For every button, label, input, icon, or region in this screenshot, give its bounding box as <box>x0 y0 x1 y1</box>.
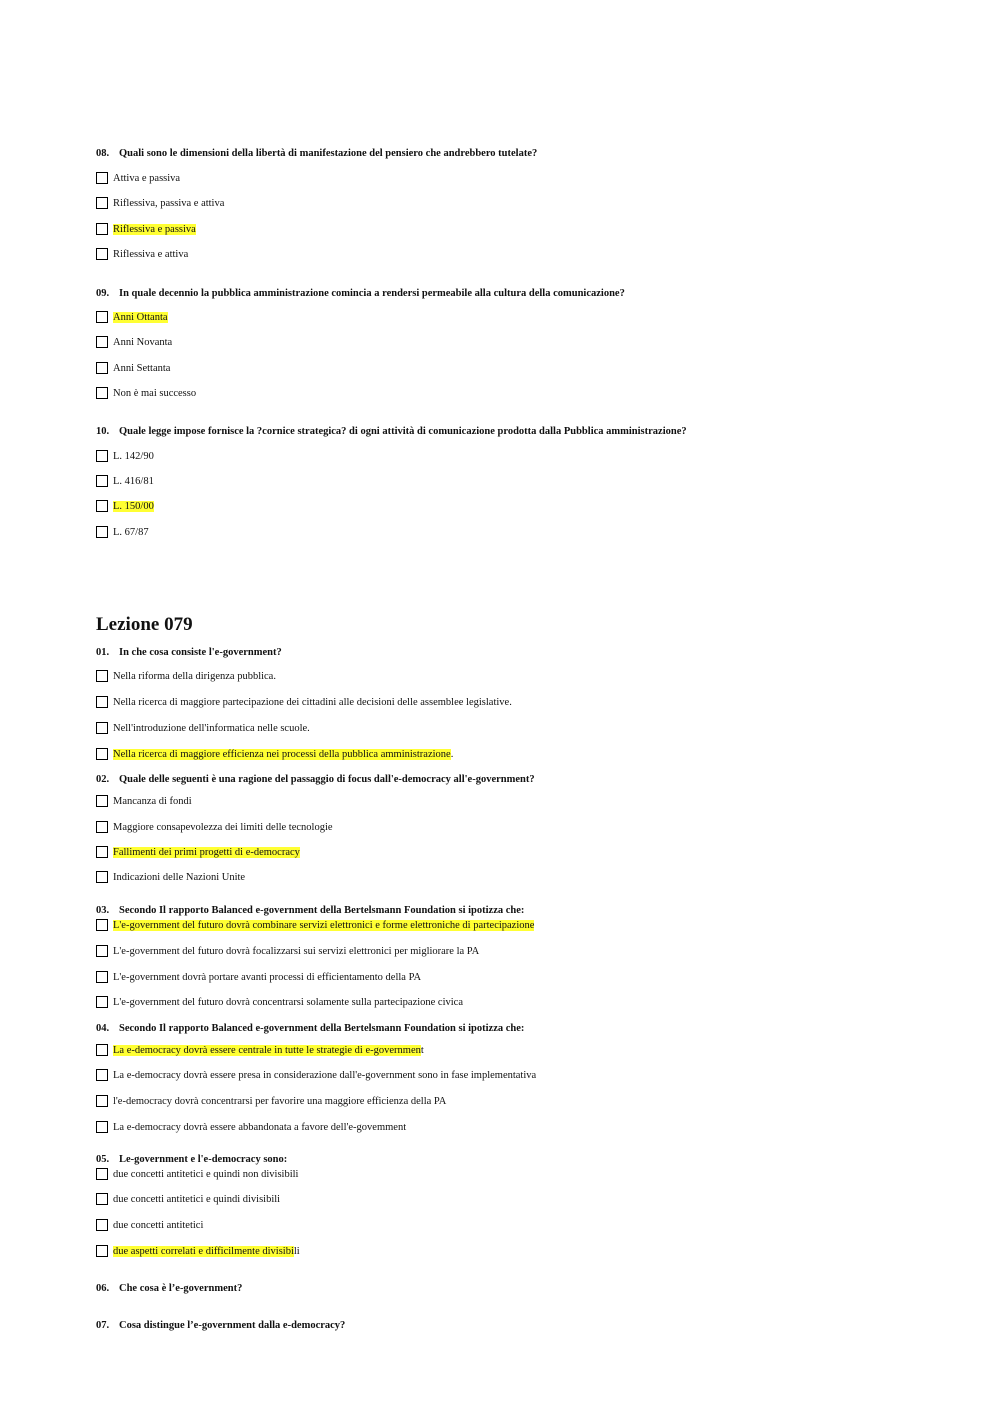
highlighted-answer: Fallimenti dei primi progetti di e-democracy <box>113 847 300 858</box>
checkbox[interactable] <box>96 1121 108 1133</box>
checkbox[interactable] <box>96 1095 108 1107</box>
question-number: 01. <box>96 647 110 658</box>
answer-text <box>113 871 245 884</box>
answer-label: Anni Settanta <box>113 363 171 374</box>
question-07 <box>96 1320 345 1331</box>
checkbox[interactable] <box>96 722 108 734</box>
question-text: Secondo Il rapporto Balanced e-government della Bertelsmann Foundation si ipotizza che: <box>119 905 525 916</box>
question-number: 05. <box>96 1154 110 1165</box>
answer-text <box>113 475 154 488</box>
question-02 <box>96 774 535 785</box>
question-number: 03. <box>96 905 110 916</box>
checkbox[interactable] <box>96 223 108 235</box>
question-08 <box>96 148 537 159</box>
answer-text <box>113 526 149 539</box>
highlighted-answer: L'e-government del futuro dovrà combinare servizi elettronici e forme elettroniche di partecipazione <box>113 920 535 931</box>
answer-label: La e-democracy dovrà essere abbandonata a favore dell'e-govemment <box>113 1122 407 1133</box>
checkbox[interactable] <box>96 248 108 260</box>
answer-text <box>113 971 421 984</box>
highlighted-answer: Anni Ottanta <box>113 312 168 323</box>
answer-text <box>113 919 534 932</box>
question-number: 02. <box>96 774 110 785</box>
checkbox[interactable] <box>96 526 108 538</box>
checkbox[interactable] <box>96 846 108 858</box>
question-number: 04. <box>96 1023 110 1034</box>
question-09 <box>96 288 625 299</box>
question-06 <box>96 1283 242 1294</box>
answer-label: Maggiore consapevolezza dei limiti delle tecnologie <box>113 822 333 833</box>
checkbox[interactable] <box>96 500 108 512</box>
question-03 <box>96 905 524 916</box>
answer-label: L. 142/90 <box>113 451 154 462</box>
highlighted-answer: Nella ricerca di maggiore efficienza nei processi della pubblica amministrazione <box>113 749 451 760</box>
answer-label: l'e-democracy dovrà concentrarsi per favorire una maggiore efficienza della PA <box>113 1096 447 1107</box>
question-text: Secondo Il rapporto Balanced e-government della Bertelsmann Foundation si ipotizza che: <box>119 1023 525 1034</box>
answer-text <box>113 311 168 324</box>
answer-label: L'e-government dovrà portare avanti processi di efficientamento della PA <box>113 972 422 983</box>
answer-label: L'e-government del futuro dovrà concentrarsi solamente sulla partecipazione civica <box>113 997 463 1008</box>
answer-text <box>113 670 276 683</box>
answer-text <box>113 248 188 261</box>
checkbox[interactable] <box>96 795 108 807</box>
checkbox[interactable] <box>96 197 108 209</box>
checkbox[interactable] <box>96 821 108 833</box>
lesson-title: Lezione 079 <box>96 614 193 635</box>
question-text: Cosa distingue l’e-government dalla e-democracy? <box>119 1320 346 1331</box>
answer-text <box>113 223 196 236</box>
answer-text <box>113 1245 300 1258</box>
checkbox[interactable] <box>96 172 108 184</box>
checkbox[interactable] <box>96 362 108 374</box>
answer-text <box>113 748 453 761</box>
question-text: In quale decennio la pubblica amministrazione comincia a rendersi permeabile alla cultura della comunicazione? <box>119 288 625 299</box>
highlighted-answer: Riflessiva e passiva <box>113 224 196 235</box>
answer-text <box>113 996 463 1009</box>
answer-text <box>113 450 154 463</box>
highlighted-answer: La e-democracy dovrà essere centrale in tutte le strategie di e-governmen <box>113 1045 421 1056</box>
checkbox[interactable] <box>96 475 108 487</box>
highlighted-answer: due aspetti correlati e difficilmente divisibi <box>113 1246 294 1257</box>
checkbox[interactable] <box>96 1245 108 1257</box>
answer-text <box>113 172 180 185</box>
answer-text <box>113 1193 280 1206</box>
answer-text <box>113 1044 424 1057</box>
question-01 <box>96 647 282 658</box>
answer-label: Nella ricerca di maggiore partecipazione dei cittadini alle decisioni delle assemblee legislative. <box>113 697 512 708</box>
question-text: Le-government e l'e-democracy sono: <box>119 1154 288 1165</box>
question-text: In che cosa consiste l'e-government? <box>119 647 282 658</box>
answer-label: L. 416/81 <box>113 476 154 487</box>
question-number: 08. <box>96 148 110 159</box>
answer-label: Non è mai successo <box>113 388 197 399</box>
answer-text <box>113 336 172 349</box>
answer-label: Anni Novanta <box>113 337 173 348</box>
answer-label: Riflessiva e attiva <box>113 249 189 260</box>
answer-text <box>113 387 196 400</box>
checkbox[interactable] <box>96 971 108 983</box>
checkbox[interactable] <box>96 1193 108 1205</box>
answer-label: La e-democracy dovrà essere presa in considerazione dall'e-government sono in fase implementativa <box>113 1070 537 1081</box>
question-05 <box>96 1154 287 1165</box>
checkbox[interactable] <box>96 1044 108 1056</box>
answer-text <box>113 1219 203 1232</box>
answer-label: L. 67/87 <box>113 527 149 538</box>
checkbox[interactable] <box>96 696 108 708</box>
checkbox[interactable] <box>96 450 108 462</box>
checkbox[interactable] <box>96 311 108 323</box>
answer-text <box>113 696 512 709</box>
checkbox[interactable] <box>96 336 108 348</box>
checkbox[interactable] <box>96 1219 108 1231</box>
answer-label: Nella riforma della dirigenza pubblica. <box>113 671 276 682</box>
question-04 <box>96 1023 524 1034</box>
question-number: 06. <box>96 1283 110 1294</box>
answer-text <box>113 500 154 513</box>
answer-text <box>113 1168 298 1181</box>
answer-text <box>113 795 192 808</box>
question-number: 09. <box>96 288 110 299</box>
checkbox[interactable] <box>96 670 108 682</box>
question-text: Quali sono le dimensioni della libertà di manifestazione del pensiero che andrebbero tutelate? <box>119 148 538 159</box>
answer-text <box>113 1069 536 1082</box>
answer-text <box>113 362 170 375</box>
checkbox[interactable] <box>96 1168 108 1180</box>
question-10 <box>96 426 687 437</box>
answer-text <box>113 197 224 210</box>
question-number: 07. <box>96 1320 110 1331</box>
checkbox[interactable] <box>96 387 108 399</box>
answer-label: due concetti antitetici <box>113 1220 204 1231</box>
answer-label: due concetti antitetici e quindi divisibili <box>113 1194 281 1205</box>
answer-tail: . <box>450 749 454 760</box>
answer-text <box>113 945 479 958</box>
question-text: Quale legge impose fornisce la ?cornice strategica? di ogni attività di comunicazione prodotta dalla Pubblica amministrazione? <box>119 426 687 437</box>
checkbox[interactable] <box>96 748 108 760</box>
answer-label: Mancanza di fondi <box>113 796 192 807</box>
answer-text <box>113 821 333 834</box>
answer-text <box>113 722 310 735</box>
checkbox[interactable] <box>96 996 108 1008</box>
answer-tail: li <box>293 1246 300 1257</box>
answer-label: Riflessiva, passiva e attiva <box>113 198 225 209</box>
question-text: Quale delle seguenti è una ragione del passaggio di focus dall'e-democracy all'e-government? <box>119 774 535 785</box>
answer-label: due concetti antitetici e quindi non divisibili <box>113 1169 299 1180</box>
checkbox[interactable] <box>96 945 108 957</box>
answer-tail: t <box>420 1045 424 1056</box>
highlighted-answer: L. 150/00 <box>113 501 154 512</box>
question-text: Che cosa è l’e-government? <box>119 1283 243 1294</box>
checkbox[interactable] <box>96 871 108 883</box>
answer-text <box>113 1095 446 1108</box>
answer-label: Nell'introduzione dell'informatica nelle scuole. <box>113 723 310 734</box>
checkbox[interactable] <box>96 1069 108 1081</box>
checkbox[interactable] <box>96 919 108 931</box>
question-number: 10. <box>96 426 110 437</box>
answer-text <box>113 846 300 859</box>
answer-label: Attiva e passiva <box>113 173 181 184</box>
answer-text <box>113 1121 406 1134</box>
answer-label: Indicazioni delle Nazioni Unite <box>113 872 246 883</box>
answer-label: L'e-government del futuro dovrà focalizzarsi sui servizi elettronici per migliorare la PA <box>113 946 480 957</box>
